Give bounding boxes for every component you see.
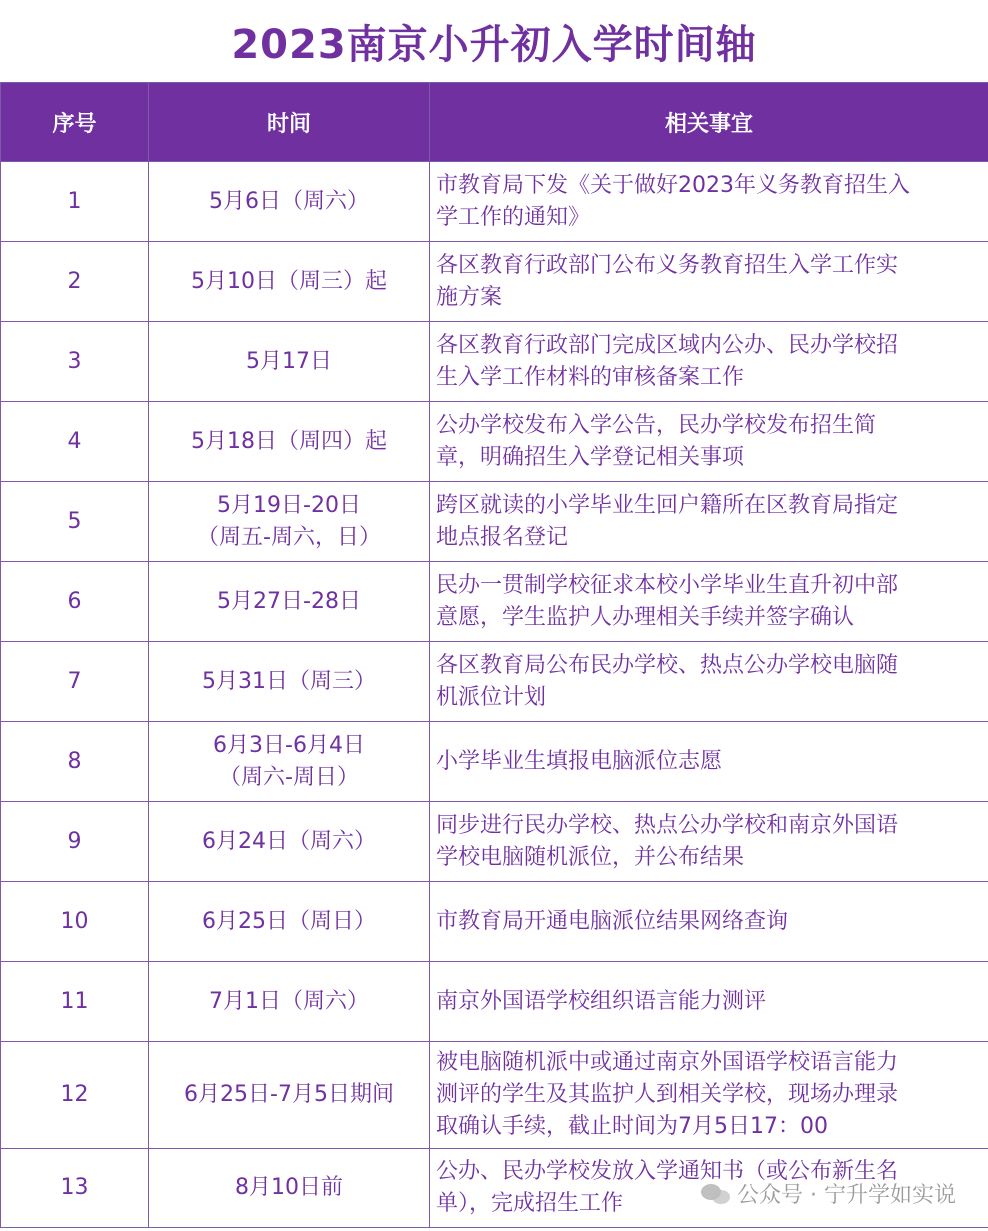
table-row [1,482,988,562]
desc-line: 公办、民办学校发放入学通知书（或公布新生名 [436,1159,899,1184]
cell-time [149,162,430,242]
watermark-text: 公众号 · 宁升学如实说 [737,1183,956,1208]
cell-time [149,642,430,722]
time-line: 6月25日-7月5日期间 [184,1082,394,1107]
desc-line: 被电脑随机派中或通过南京外国语学校语言能力 [436,1050,899,1075]
table-row [1,402,988,482]
cell-time [149,722,430,802]
time-line: 6月24日（周六） [202,828,376,854]
desc-line: 测评的学生及其监护人到相关学校，现场办理录 [436,1082,899,1107]
table-row [1,722,988,802]
table-row [1,962,988,1042]
time-line: （周六-周日） [219,764,359,790]
cell-no: 3 [1,322,149,402]
table-row [1,882,988,962]
cell-time [149,402,430,482]
time-line: 5月31日（周三） [202,668,376,694]
cell-time [149,1149,430,1228]
cell-desc [430,882,988,962]
time-line: 5月17日 [246,348,332,374]
desc-line: 生入学工作材料的审核备案工作 [436,364,745,390]
table-row [1,562,988,642]
desc-line: 同步进行民办学校、热点公办学校和南京外国语 [436,812,899,838]
cell-time [149,562,430,642]
cell-no: 7 [1,642,149,722]
cell-time [149,242,430,322]
time-line: 5月10日（周三）起 [191,268,387,294]
desc-line: 章，明确招生入学登记相关事项 [436,444,745,470]
cell-no: 2 [1,242,149,322]
cell-no: 12 [1,1042,149,1149]
header-no: 序号 [1,83,149,162]
desc-line: 市教育局下发《关于做好2023年义务教育招生入 [436,172,910,198]
time-line: 7月1日（周六） [209,988,369,1014]
cell-no: 9 [1,802,149,882]
time-line: 6月25日（周日） [202,908,376,934]
table-row [1,322,988,402]
time-line: 5月6日（周六） [209,188,369,214]
cell-desc [430,322,988,402]
table-header-row [1,83,988,162]
desc-line: 小学毕业生填报电脑派位志愿 [436,748,723,774]
time-line: 5月18日（周四）起 [191,428,387,454]
cell-desc [430,1042,988,1149]
table-row [1,1042,988,1149]
time-line: 5月27日-28日 [217,588,361,614]
timeline-table [0,82,988,1228]
table-row [1,242,988,322]
cell-time [149,1042,430,1149]
cell-time [149,322,430,402]
cell-time [149,802,430,882]
time-line: （周五-周六，日） [197,524,381,550]
desc-line: 南京外国语学校组织语言能力测评 [436,988,767,1014]
cell-desc [430,642,988,722]
desc-line: 机派位计划 [436,684,547,710]
cell-desc [430,562,988,642]
time-line: 6月3日-6月4日 [213,732,365,758]
cell-no: 5 [1,482,149,562]
cell-no: 8 [1,722,149,802]
time-line: 5月19日-20日 [217,492,361,518]
page-title: 2023南京小升初入学时间轴 [231,21,757,68]
cell-desc [430,962,988,1042]
table-row [1,642,988,722]
cell-no: 1 [1,162,149,242]
desc-line: 公办学校发布入学公告，民办学校发布招生简 [436,412,877,438]
desc-line: 市教育局开通电脑派位结果网络查询 [436,908,789,934]
desc-line: 意愿，学生监护人办理相关手续并签字确认 [436,604,855,630]
cell-time [149,882,430,962]
watermark [701,1178,956,1209]
cell-desc [430,402,988,482]
cell-desc [430,802,988,882]
desc-line: 单），完成招生工作 [436,1191,624,1216]
desc-line: 各区教育行政部门完成区域内公办、民办学校招 [436,332,899,358]
desc-line: 各区教育行政部门公布义务教育招生入学工作实 [436,252,899,278]
table-body [1,162,988,1228]
cell-time [149,962,430,1042]
desc-line: 各区教育局公布民办学校、热点公办学校电脑随 [436,652,899,678]
header-desc: 相关事宜 [430,83,988,162]
table-row [1,802,988,882]
cell-no: 10 [1,882,149,962]
cell-desc [430,242,988,322]
cell-desc [430,162,988,242]
cell-time [149,482,430,562]
cell-no: 4 [1,402,149,482]
cell-no: 11 [1,962,149,1042]
time-line: 8月10日前 [235,1175,343,1200]
desc-line: 学校电脑随机派位，并公布结果 [436,844,745,870]
desc-line: 地点报名登记 [436,524,569,550]
cell-desc [430,722,988,802]
header-time: 时间 [149,83,430,162]
cell-no: 6 [1,562,149,642]
desc-line: 取确认手续，截止时间为7月5日17：00 [436,1114,828,1139]
wechat-icon [701,1182,731,1206]
desc-line: 学工作的通知》 [436,204,591,230]
cell-no: 13 [1,1149,149,1228]
desc-line: 施方案 [436,284,503,310]
desc-line: 民办一贯制学校征求本校小学毕业生直升初中部 [436,572,899,598]
table-row [1,162,988,242]
cell-desc [430,482,988,562]
desc-line: 跨区就读的小学毕业生回户籍所在区教育局指定 [436,492,899,518]
